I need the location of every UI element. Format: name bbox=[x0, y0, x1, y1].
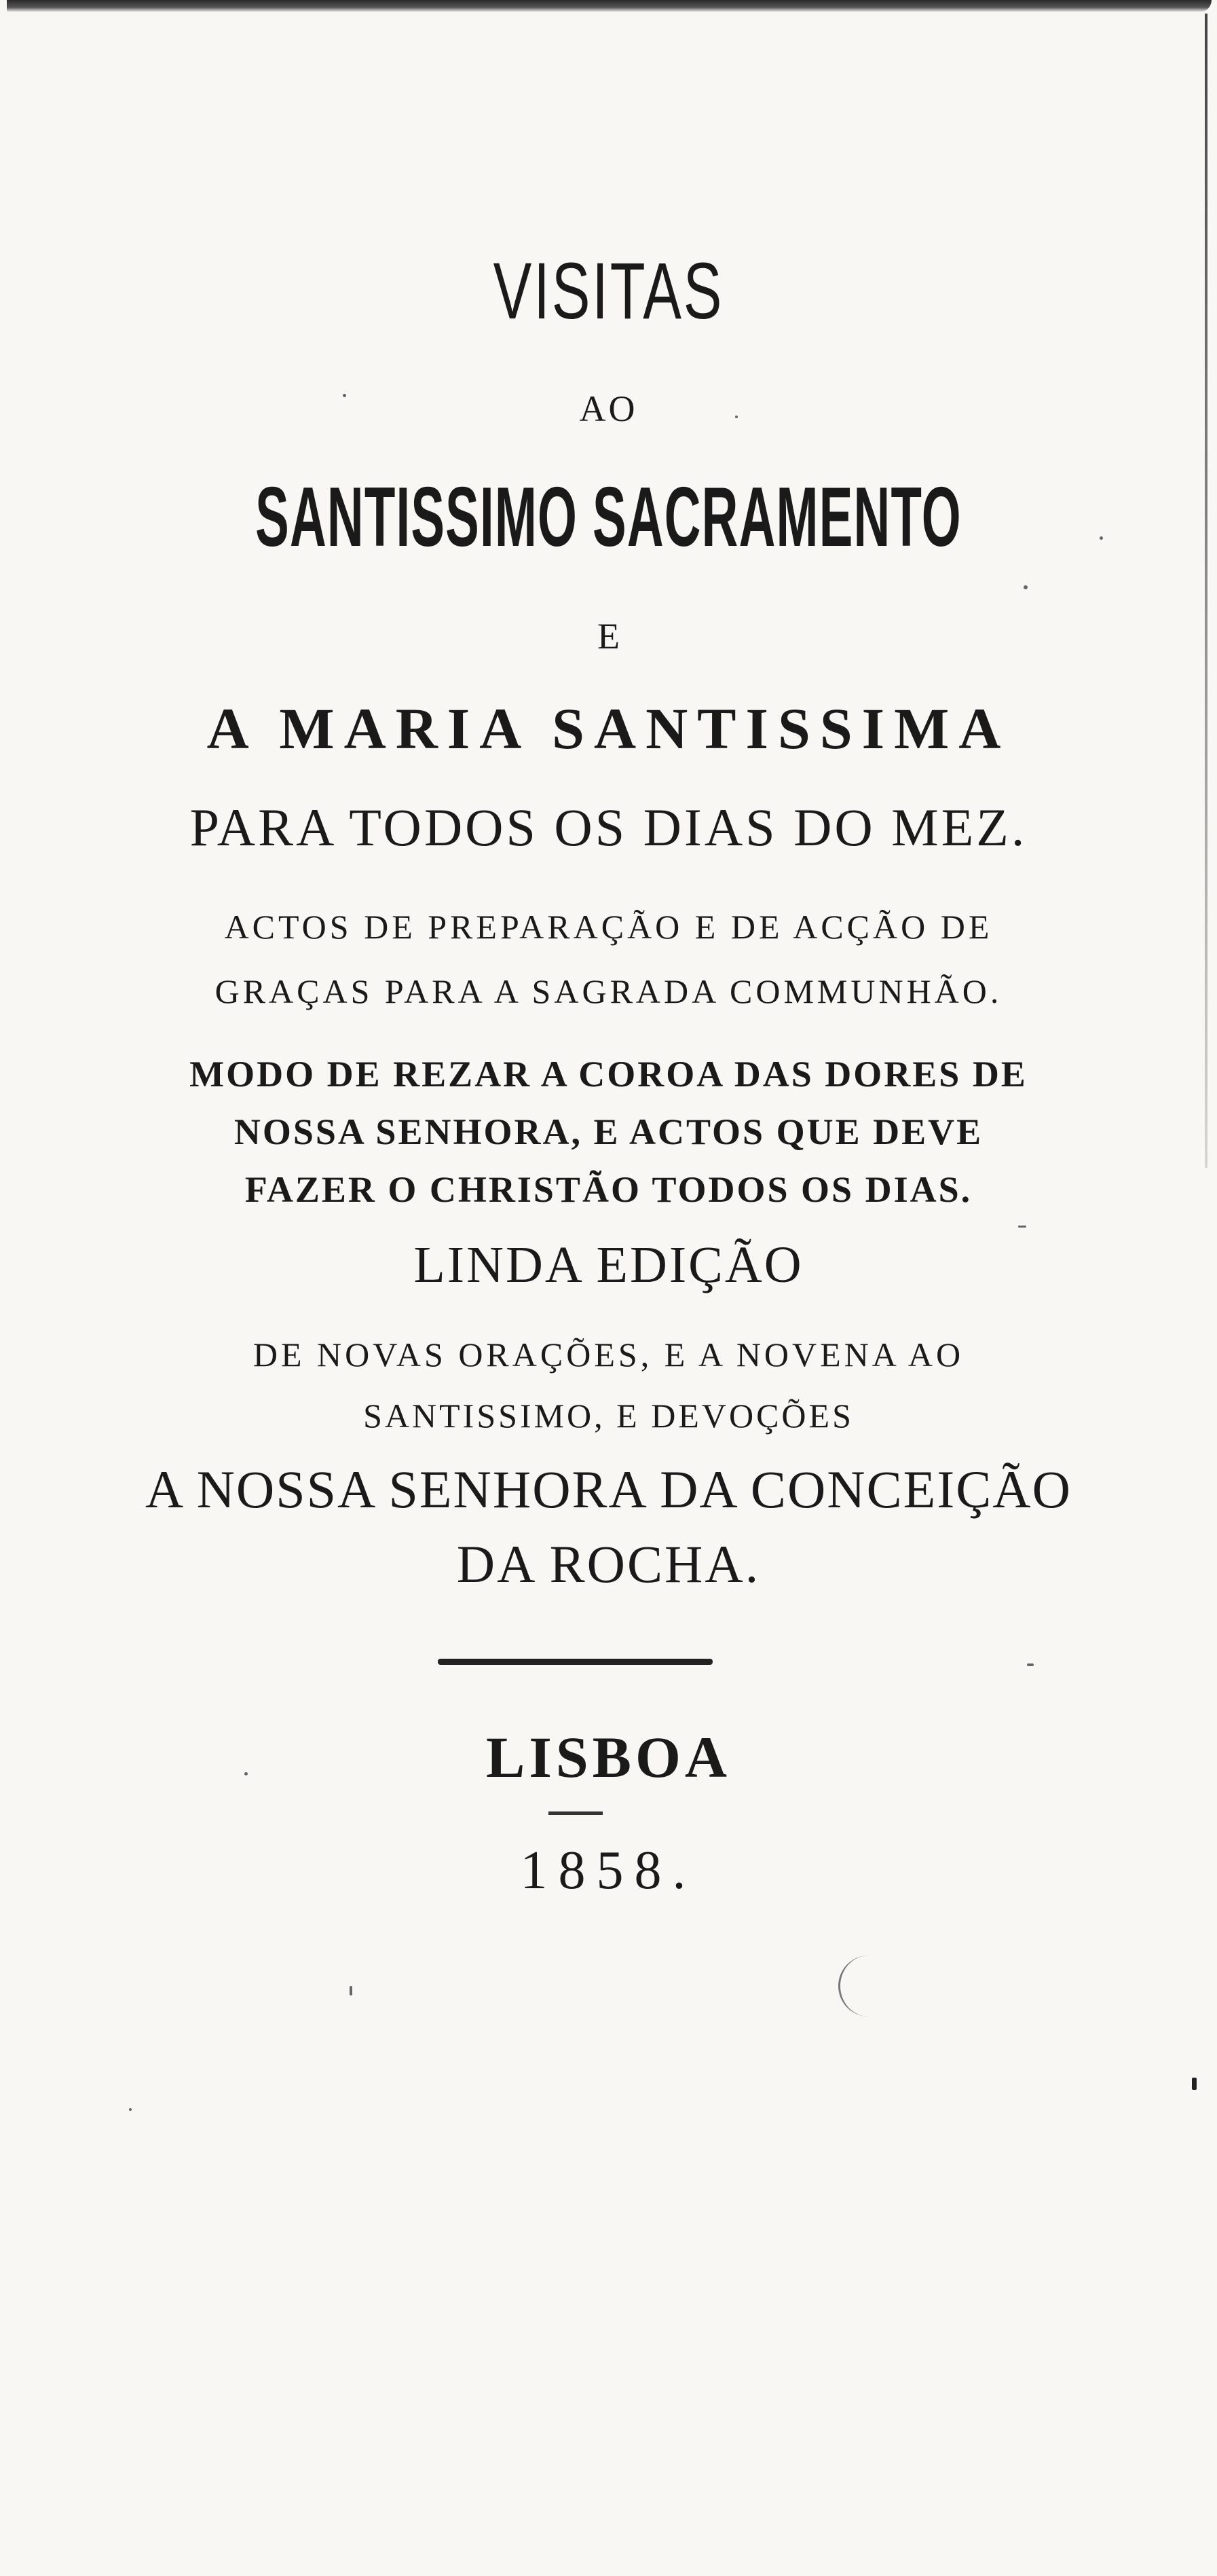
paper-speck bbox=[1192, 2078, 1197, 2090]
book-title: VISITAS bbox=[493, 246, 724, 336]
title-subject: SANTISSIMO SACRAMENTO bbox=[255, 471, 962, 564]
paper-speck bbox=[343, 394, 346, 397]
paper-speck bbox=[1027, 1663, 1034, 1666]
title-dias: PARA TODOS OS DIAS DO MEZ. bbox=[189, 798, 1028, 857]
modo-line-2: NOSSA SENHORA, E ACTOS QUE DEVE bbox=[233, 1111, 984, 1152]
modo-line-1: MODO DE REZAR A COROA DAS DORES DE bbox=[189, 1054, 1028, 1094]
decorative-rule bbox=[438, 1659, 713, 1665]
paper-speck bbox=[244, 1772, 248, 1775]
paper-speck bbox=[129, 2108, 132, 2111]
paper-hair-mark bbox=[838, 1955, 874, 2017]
senhora-line-2: DA ROCHA. bbox=[456, 1534, 761, 1594]
page-edge-top bbox=[7, 0, 1212, 12]
novas-line-2: SANTISSIMO, E DEVOÇÕES bbox=[363, 1397, 854, 1435]
title-maria: A MARIA SANTISSIMA bbox=[206, 696, 1011, 761]
modo-line-3: FAZER O CHRISTÃO TODOS OS DIAS. bbox=[244, 1169, 973, 1210]
imprint-city: LISBOA bbox=[485, 1725, 732, 1790]
paper-speck bbox=[1100, 536, 1103, 540]
short-rule bbox=[548, 1811, 603, 1815]
paper-speck bbox=[735, 416, 738, 418]
actos-line-1: ACTOS DE PREPARAÇÃO E DE ACÇÃO DE bbox=[224, 908, 993, 946]
novas-line-1: DE NOVAS ORAÇÕES, E A NOVENA AO bbox=[252, 1336, 965, 1374]
title-ao: AO bbox=[579, 388, 638, 429]
edition-line: LINDA EDIÇÃO bbox=[413, 1236, 804, 1293]
title-conjunction: E bbox=[597, 616, 620, 657]
paper-speck bbox=[350, 1986, 352, 1995]
actos-line-2: GRAÇAS PARA A SAGRADA COMMUNHÃO. bbox=[214, 972, 1003, 1010]
paper-speck bbox=[1018, 1226, 1026, 1228]
imprint-year: 1858. bbox=[520, 1841, 697, 1900]
senhora-line-1: A NOSSA SENHORA DA CONCEIÇÃO bbox=[145, 1460, 1072, 1519]
paper-speck bbox=[1024, 585, 1028, 589]
